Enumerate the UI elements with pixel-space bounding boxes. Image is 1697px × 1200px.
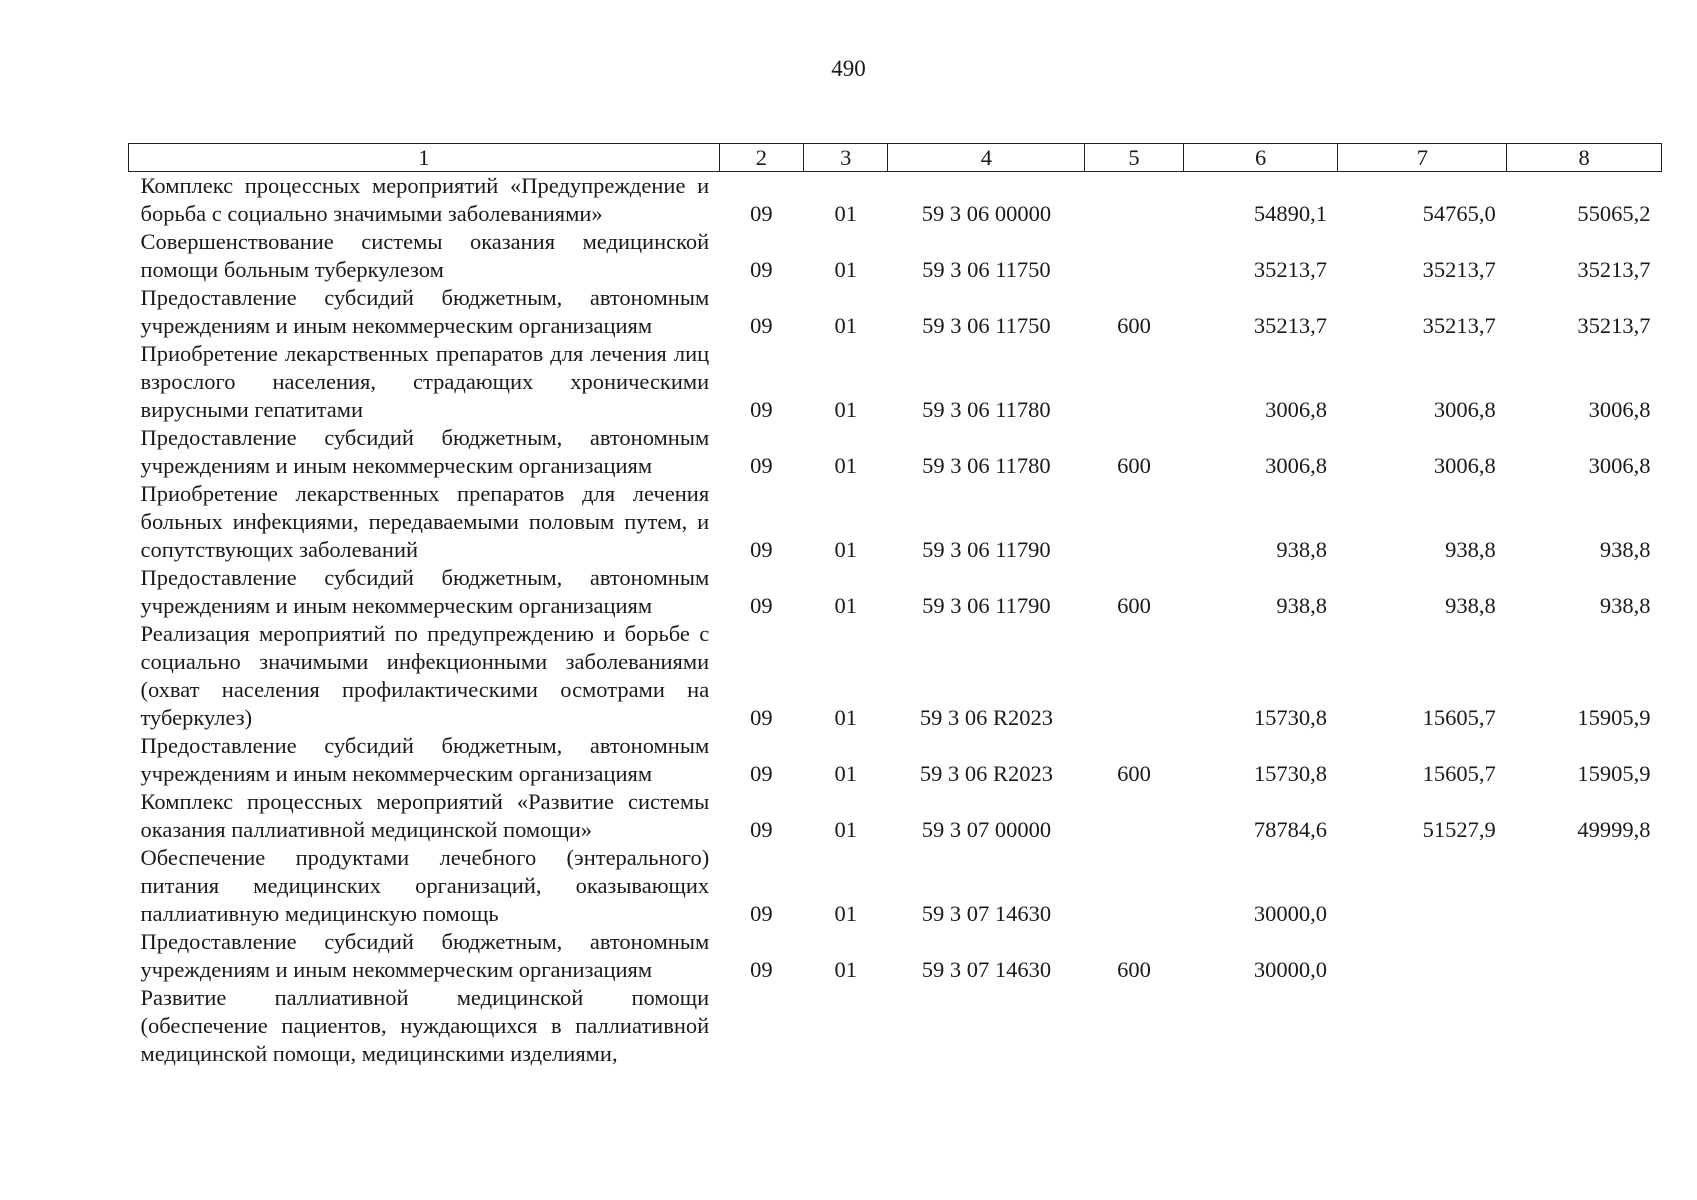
amount-col-7-cell: 54765,0 [1422, 201, 1496, 226]
amount-col-6-cell: 35213,7 [1253, 257, 1327, 282]
row-name-cell: Комплекс процессных мероприятий «Развитие системы оказания паллиативной медицинской помощи» [140, 789, 710, 842]
table-row [129, 732, 1662, 788]
table-row [129, 928, 1662, 984]
target-code-cell: 59 3 06 11750 [922, 313, 1051, 338]
amount-col-6-cell: 78784,6 [1253, 817, 1327, 842]
subsection-code-cell: 01 [834, 957, 857, 982]
budget-table-container [128, 143, 1662, 1068]
section-code-cell: 09 [750, 453, 773, 478]
row-name-cell: Предоставление субсидий бюджетным, автономным учреждениям и иным некоммерческим организациям [140, 565, 710, 618]
header-col-7: 7 [1338, 144, 1507, 172]
section-code-cell: 09 [750, 593, 773, 618]
target-code-cell [888, 984, 1085, 1068]
row-name-cell: Комплекс процессных мероприятий «Предупреждение и борьба с социально значимыми заболеваниями» [140, 173, 710, 226]
amount-col-6-cell: 15730,8 [1253, 705, 1327, 730]
subsection-code-cell: 01 [834, 397, 857, 422]
row-name-cell: Приобретение лекарственных препаратов для лечения больных инфекциями, передаваемыми половым путем, и сопутствующих заболеваний [140, 481, 710, 562]
amount-col-7-cell [1338, 844, 1507, 928]
expense-type-cell [1085, 620, 1183, 732]
amount-col-8-cell: 15905,9 [1577, 761, 1651, 786]
section-code-cell: 09 [750, 313, 773, 338]
amount-col-8-cell: 3006,8 [1588, 453, 1651, 478]
target-code-cell: 59 3 07 00000 [921, 817, 1052, 842]
subsection-code-cell [804, 984, 888, 1068]
subsection-code-cell: 01 [834, 705, 857, 730]
expense-type-cell [1085, 984, 1183, 1068]
row-name-cell: Совершенствование системы оказания медицинской помощи больным туберкулезом [140, 229, 710, 282]
amount-col-7-cell [1338, 984, 1507, 1068]
row-name-cell: Реализация мероприятий по предупреждению и борьбе с социально значимыми инфекционными заболеваниями (охват населения профилактическими осмотрами на туберкулез) [140, 621, 710, 730]
expense-type-cell [1085, 172, 1183, 229]
row-name-cell: Обеспечение продуктами лечебного (энтерального) питания медицинских организаций, оказывающих паллиативную медицинскую помощь [140, 845, 710, 926]
target-code-cell: 59 3 06 R2023 [919, 761, 1053, 786]
amount-col-8-cell: 49999,8 [1577, 817, 1651, 842]
section-code-cell: 09 [750, 201, 773, 226]
amount-col-8-cell: 55065,2 [1577, 201, 1651, 226]
table-row [129, 340, 1662, 424]
section-code-cell: 09 [750, 397, 773, 422]
row-name-cell: Предоставление субсидий бюджетным, автономным учреждениям и иным некоммерческим организациям [140, 929, 710, 982]
target-code-cell: 59 3 06 11790 [922, 593, 1051, 618]
subsection-code-cell: 01 [834, 901, 857, 926]
target-code-cell: 59 3 06 11780 [922, 453, 1051, 478]
amount-col-8-cell: 35213,7 [1577, 313, 1651, 338]
header-col-5: 5 [1085, 144, 1183, 172]
table-row [129, 788, 1662, 844]
table-row [129, 228, 1662, 284]
subsection-code-cell: 01 [834, 257, 857, 282]
target-code-cell: 59 3 06 00000 [921, 201, 1052, 226]
target-code-cell: 59 3 06 11750 [922, 257, 1051, 282]
section-code-cell: 09 [750, 761, 773, 786]
expense-type-cell [1085, 480, 1183, 564]
header-col-2: 2 [719, 144, 803, 172]
table-row [129, 424, 1662, 480]
amount-col-7-cell [1338, 928, 1507, 984]
expense-type-cell [1085, 340, 1183, 424]
row-name-cell: Развитие паллиативной медицинской помощи (обеспечение пациентов, нуждающихся в паллиативной медицинской помощи, медицинскими изделиями, [140, 985, 710, 1066]
expense-type-cell: 600 [1117, 313, 1151, 338]
table-row [129, 564, 1662, 620]
table-row [129, 984, 1662, 1068]
amount-col-8-cell: 3006,8 [1588, 397, 1651, 422]
expense-type-cell [1085, 228, 1183, 284]
budget-table [128, 143, 1662, 1068]
amount-col-8-cell: 938,8 [1599, 537, 1651, 562]
amount-col-6-cell: 15730,8 [1253, 761, 1327, 786]
amount-col-6-cell: 54890,1 [1253, 201, 1327, 226]
subsection-code-cell: 01 [834, 201, 857, 226]
row-name-cell: Предоставление субсидий бюджетным, автономным учреждениям и иным некоммерческим организациям [140, 733, 710, 786]
amount-col-7-cell: 3006,8 [1433, 453, 1496, 478]
subsection-code-cell: 01 [834, 537, 857, 562]
target-code-cell: 59 3 06 11780 [922, 397, 1051, 422]
expense-type-cell: 600 [1117, 453, 1151, 478]
table-row [129, 620, 1662, 732]
header-row [129, 144, 1662, 172]
header-col-1: 1 [129, 144, 720, 172]
amount-col-8-cell: 15905,9 [1577, 705, 1651, 730]
header-col-6: 6 [1183, 144, 1338, 172]
amount-col-8-cell: 938,8 [1599, 593, 1651, 618]
target-code-cell: 59 3 06 R2023 [919, 705, 1053, 730]
amount-col-7-cell: 938,8 [1445, 537, 1496, 562]
row-name-cell: Приобретение лекарственных препаратов для лечения лиц взрослого населения, страдающих хроническими вирусными гепатитами [140, 341, 710, 422]
expense-type-cell: 600 [1117, 761, 1151, 786]
table-body [129, 172, 1662, 1069]
target-code-cell: 59 3 06 11790 [922, 537, 1051, 562]
target-code-cell: 59 3 07 14630 [921, 901, 1052, 926]
amount-col-6-cell: 3006,8 [1265, 397, 1327, 422]
amount-col-7-cell: 35213,7 [1422, 257, 1496, 282]
section-code-cell [719, 984, 803, 1068]
amount-col-7-cell: 15605,7 [1422, 705, 1496, 730]
amount-col-6-cell: 30000,0 [1253, 957, 1327, 982]
section-code-cell: 09 [750, 901, 773, 926]
amount-col-7-cell: 51527,9 [1422, 817, 1496, 842]
amount-col-7-cell: 15605,7 [1422, 761, 1496, 786]
amount-col-6-cell: 938,8 [1276, 593, 1327, 618]
target-code-cell: 59 3 07 14630 [921, 957, 1052, 982]
expense-type-cell [1085, 844, 1183, 928]
amount-col-6-cell: 30000,0 [1253, 901, 1327, 926]
row-name-cell: Предоставление субсидий бюджетным, автономным учреждениям и иным некоммерческим организациям [140, 285, 710, 338]
subsection-code-cell: 01 [834, 761, 857, 786]
header-col-8: 8 [1507, 144, 1662, 172]
subsection-code-cell: 01 [834, 817, 857, 842]
amount-col-6-cell: 3006,8 [1265, 453, 1327, 478]
table-row [129, 172, 1662, 229]
amount-col-6-cell [1183, 984, 1338, 1068]
amount-col-7-cell: 3006,8 [1433, 397, 1496, 422]
table-header [129, 144, 1662, 172]
amount-col-8-cell: 35213,7 [1577, 257, 1651, 282]
header-col-4: 4 [888, 144, 1085, 172]
expense-type-cell: 600 [1117, 593, 1151, 618]
table-row [129, 844, 1662, 928]
amount-col-8-cell [1507, 844, 1662, 928]
section-code-cell: 09 [750, 705, 773, 730]
amount-col-7-cell: 35213,7 [1422, 313, 1496, 338]
table-row [129, 284, 1662, 340]
subsection-code-cell: 01 [834, 593, 857, 618]
section-code-cell: 09 [750, 257, 773, 282]
subsection-code-cell: 01 [834, 313, 857, 338]
section-code-cell: 09 [750, 957, 773, 982]
table-row [129, 480, 1662, 564]
section-code-cell: 09 [750, 537, 773, 562]
row-name-cell: Предоставление субсидий бюджетным, автономным учреждениям и иным некоммерческим организациям [140, 425, 710, 478]
amount-col-8-cell [1507, 928, 1662, 984]
amount-col-7-cell: 938,8 [1445, 593, 1496, 618]
subsection-code-cell: 01 [834, 453, 857, 478]
section-code-cell: 09 [750, 817, 773, 842]
expense-type-cell: 600 [1117, 957, 1151, 982]
page-number: 490 [831, 56, 866, 81]
header-col-3: 3 [804, 144, 888, 172]
amount-col-6-cell: 938,8 [1276, 537, 1327, 562]
expense-type-cell [1085, 788, 1183, 844]
amount-col-6-cell: 35213,7 [1253, 313, 1327, 338]
amount-col-8-cell [1507, 984, 1662, 1068]
